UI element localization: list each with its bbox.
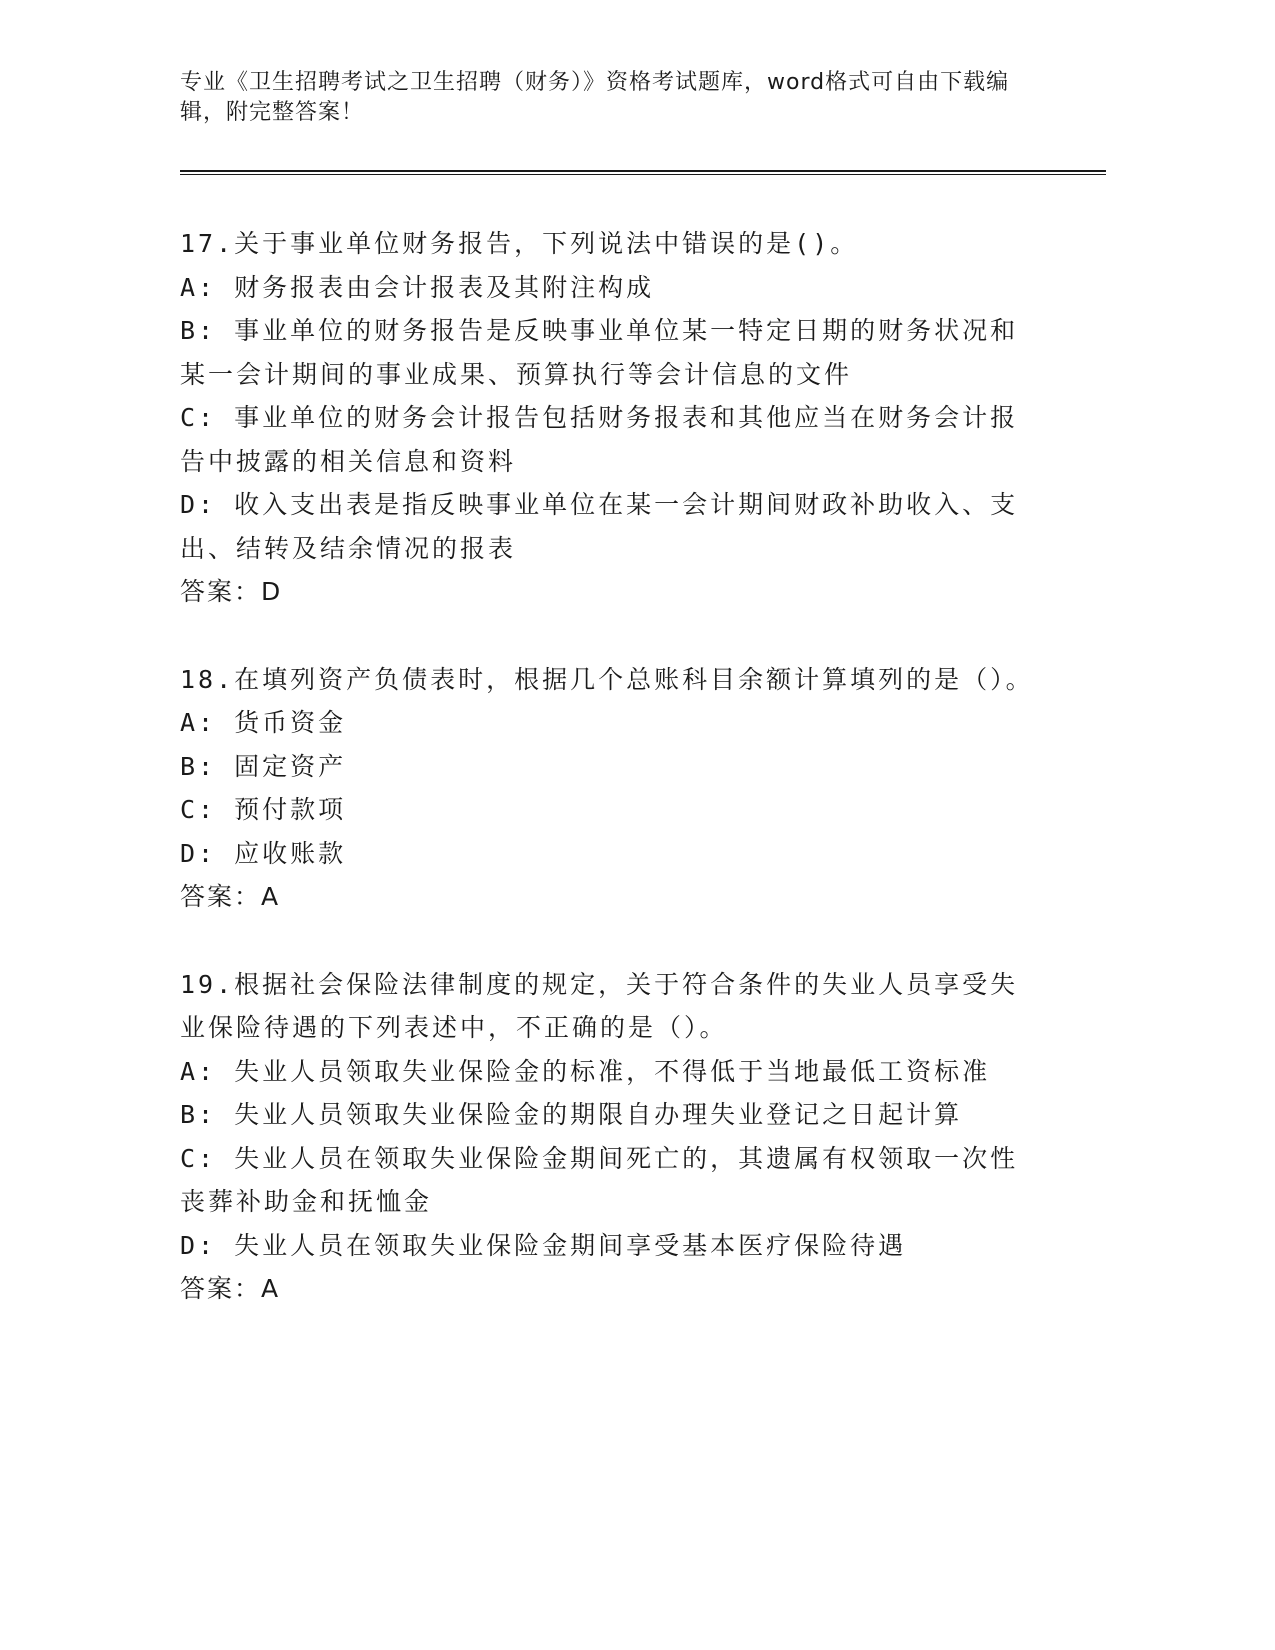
option-c: C: 预付款项 [180, 795, 347, 824]
option-d: D: 应收账款 [180, 838, 347, 868]
question-18 [180, 658, 1040, 919]
option-b: B: 失业人员领取失业保险金的期限自办理失业登记之日起计算 [180, 1100, 963, 1129]
question-stem: 17.关于事业单位财务报告，下列说法中错误的是()。 [180, 229, 859, 258]
document-header: 专业《卫生招聘考试之卫生招聘（财务）》资格考试题库，word格式可自由下载编辑，附完整答案！ [180, 70, 1010, 125]
option-d: D: 收入支出表是指反映事业单位在某一会计期间财政补助收入、支出、结转及结余情况的报表 [180, 490, 1019, 563]
question-list [180, 222, 1040, 1355]
option-a: A: 财务报表由会计报表及其附注构成 [180, 272, 655, 302]
question-17 [180, 222, 1040, 614]
option-c: C: 失业人员在领取失业保险金期间死亡的，其遗属有权领取一次性丧葬补助金和抚恤金 [180, 1143, 1019, 1216]
option-b: B: 事业单位的财务报告是反映事业单位某一特定日期的财务状况和某一会计期间的事业成果、预算执行等会计信息的文件 [180, 316, 1019, 389]
answer-line: 答案：D [180, 577, 283, 606]
answer-line: 答案：A [180, 1274, 281, 1303]
option-a: A: 失业人员领取失业保险金的标准，不得低于当地最低工资标准 [180, 1056, 991, 1086]
option-d: D: 失业人员在领取失业保险金期间享受基本医疗保险待遇 [180, 1230, 907, 1260]
question-19 [180, 963, 1040, 1311]
header-divider [180, 170, 1106, 175]
option-a: A: 货币资金 [180, 708, 347, 737]
question-stem: 19.根据社会保险法律制度的规定，关于符合条件的失业人员享受失业保险待遇的下列表述中，不正确的是（）。 [180, 969, 1019, 1042]
option-c: C: 事业单位的财务会计报告包括财务报表和其他应当在财务会计报告中披露的相关信息和资料 [180, 403, 1019, 476]
question-stem: 18.在填列资产负债表时，根据几个总账科目余额计算填列的是（）。 [180, 664, 1034, 694]
option-b: B: 固定资产 [180, 751, 347, 781]
answer-line: 答案：A [180, 882, 281, 911]
